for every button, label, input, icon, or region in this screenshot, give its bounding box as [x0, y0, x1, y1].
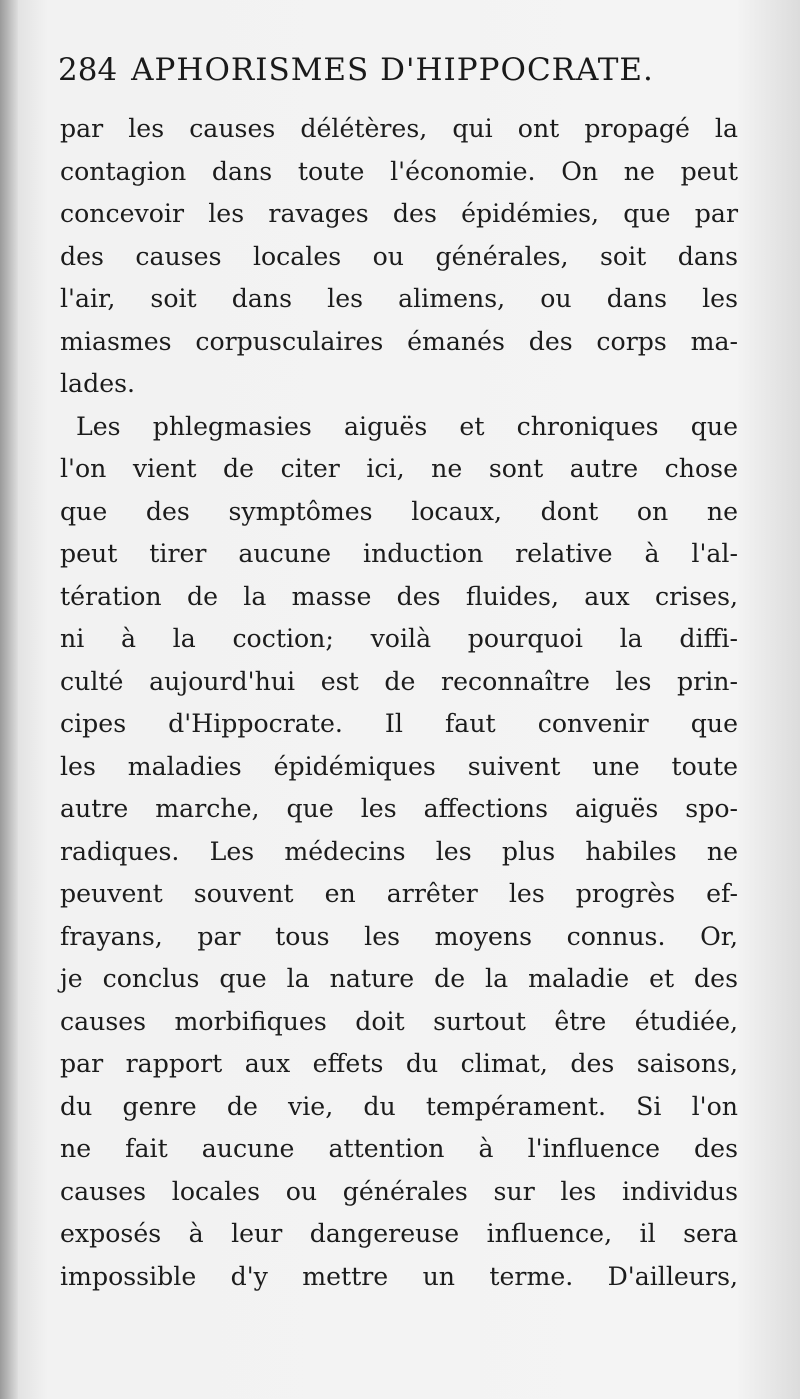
text-line: cipes d'Hippocrate. Il faut convenir que	[60, 709, 738, 738]
text-line: l'on vient de citer ici, ne sont autre chose	[60, 454, 738, 483]
text-line: du genre de vie, du tempérament. Si l'on	[60, 1091, 738, 1121]
page-gutter-shadow	[0, 0, 18, 1399]
page-header	[58, 52, 738, 88]
text-line: culté aujourd'hui est de reconnaître les prin-	[60, 666, 738, 696]
paragraph-1	[60, 108, 738, 406]
text-line: des causes locales ou générales, soit dans	[60, 241, 738, 271]
text-line: par rapport aux effets du climat, des saisons,	[60, 1049, 738, 1078]
text-line: exposés à leur dangereuse influence, il sera	[60, 1219, 738, 1248]
text-line: frayans, par tous les moyens connus. Or,	[60, 921, 738, 951]
text-line: impossible d'y mettre un terme. D'ailleurs,	[60, 1261, 738, 1291]
text-line: causes morbifiques doit surtout être étudiée,	[60, 1006, 738, 1036]
text-line: radiques. Les médecins les plus habiles ne	[60, 836, 738, 866]
text-line: miasmes corpusculaires émanés des corps ma-	[60, 326, 738, 356]
body-text	[60, 108, 738, 1298]
text-line: Les phlegmasies aiguës et chroniques que	[76, 411, 738, 441]
text-line: peuvent souvent en arrêter les progrès ef-	[60, 879, 738, 908]
text-line: je conclus que la nature de la maladie et des	[60, 964, 738, 993]
text-line: les maladies épidémiques suivent une toute	[60, 751, 738, 781]
text-line: tération de la masse des fluides, aux crises,	[60, 581, 738, 611]
text-line: que des symptômes locaux, dont on ne	[60, 496, 738, 526]
text-line: concevoir les ravages des épidémies, que par	[60, 199, 738, 228]
paragraph-2	[60, 406, 738, 1299]
running-title: APHORISMES D'HIPPOCRATE.	[131, 52, 654, 88]
text-line: causes locales ou générales sur les individus	[60, 1176, 738, 1206]
text-line: ni à la coction; voilà pourquoi la diffi-	[60, 624, 738, 653]
page-number: 284	[58, 52, 118, 88]
text-line: contagion dans toute l'économie. On ne peut	[60, 156, 738, 186]
text-line: lades.	[60, 369, 136, 398]
text-line: autre marche, que les affections aiguës spo-	[60, 794, 738, 823]
text-line: l'air, soit dans les alimens, ou dans les	[60, 284, 738, 313]
text-line: par les causes délétères, qui ont propagé la	[60, 114, 738, 143]
text-line: ne fait aucune attention à l'influence des	[60, 1134, 738, 1163]
text-line: peut tirer aucune induction relative à l'al-	[60, 539, 738, 568]
